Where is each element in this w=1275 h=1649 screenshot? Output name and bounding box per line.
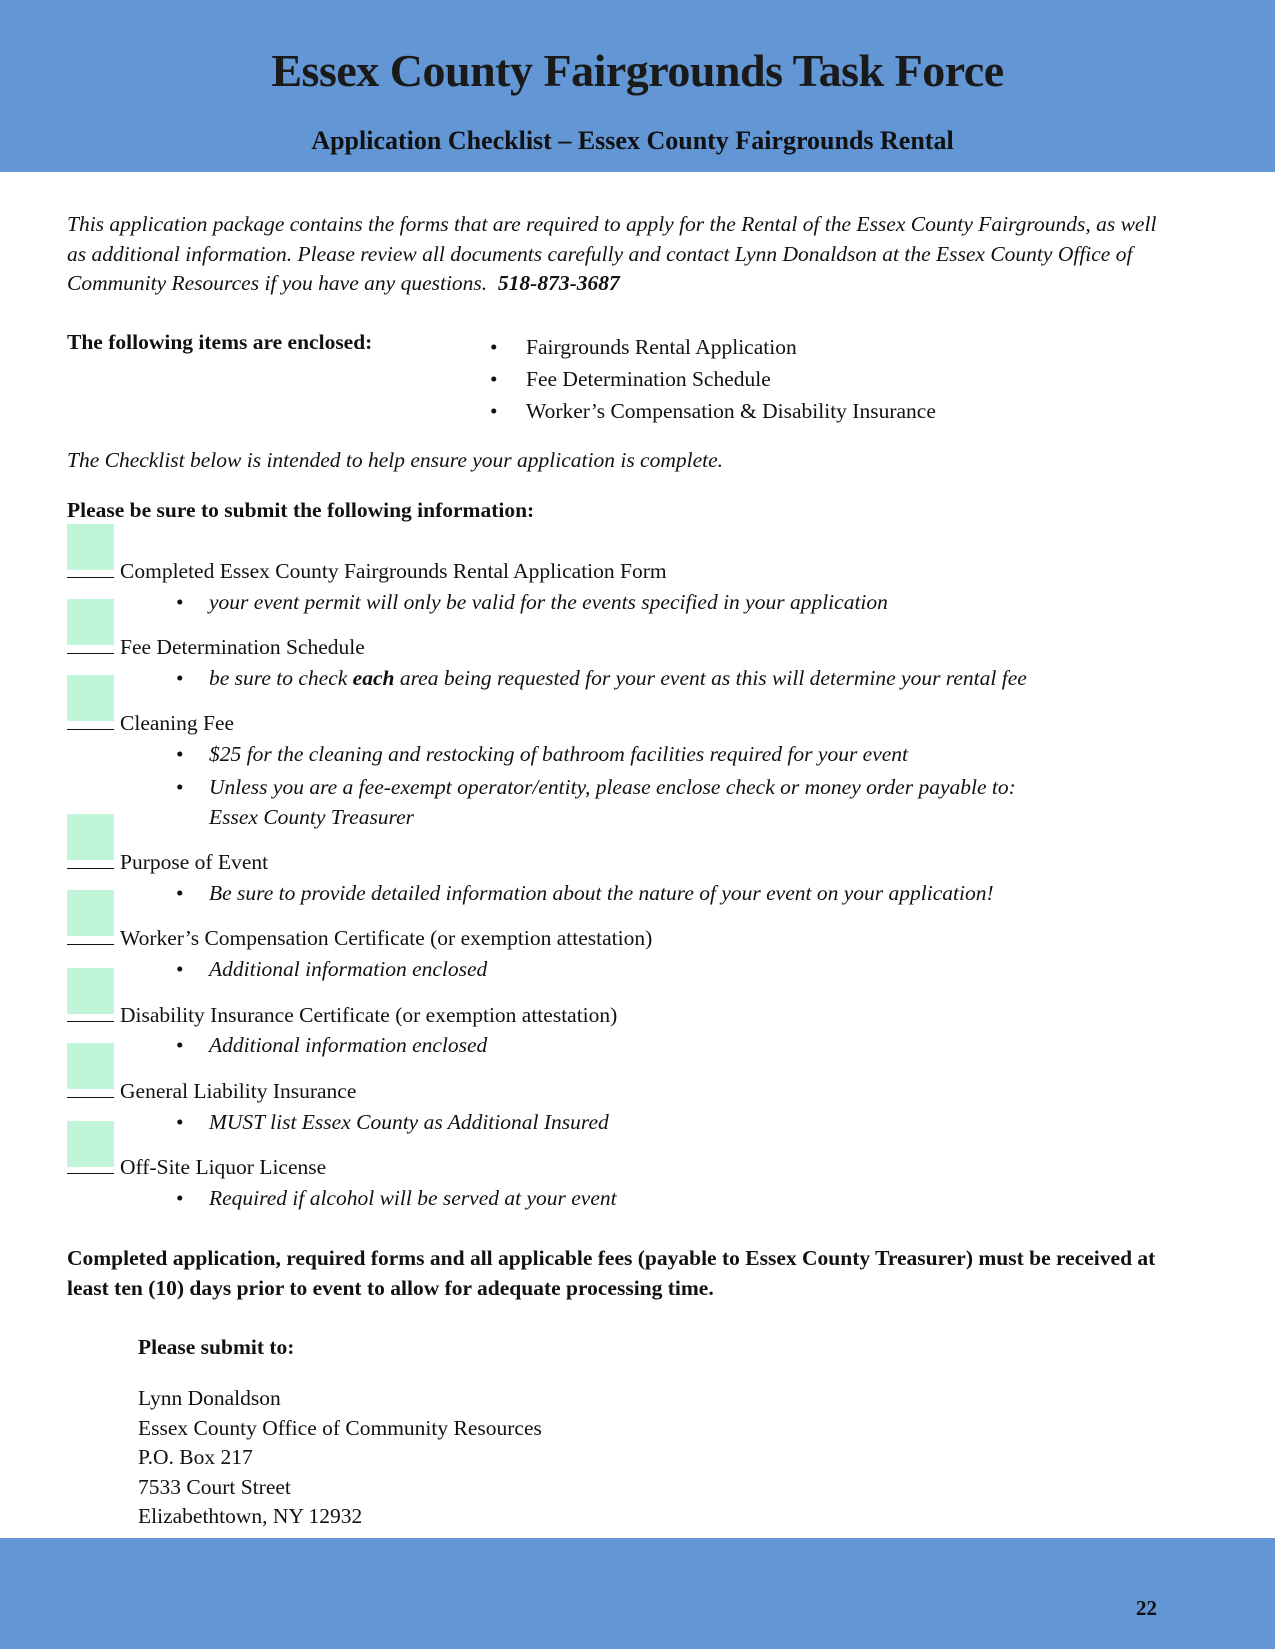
- bullet-icon: •: [176, 742, 184, 766]
- checklist-note-item: • MUST list Essex County as Additional Insured: [209, 1108, 1169, 1138]
- list-item: • Fee Determination Schedule: [490, 363, 936, 395]
- intro-text: This application package contains the forms that are required to apply for the Rental of the Essex County Fairgrounds, as well as additional information. Please review all documents carefully and contact Lynn Donaldson at the Essex County Office of Community Resources if you have any questions.: [67, 212, 1157, 295]
- bullet-icon: •: [176, 590, 184, 614]
- address-line: Essex County Office of Community Resources: [138, 1415, 542, 1440]
- checklist-note-item: • Additional information enclosed: [209, 955, 1169, 985]
- closing-statement: Completed application, required forms and all applicable fees (payable to Essex County Treasurer) must be received at least ten (10) days prior to event to allow for adequate processing time.: [67, 1246, 1156, 1300]
- checklist-note-item: • Additional information enclosed: [209, 1031, 1169, 1061]
- bullet-icon: •: [176, 957, 184, 981]
- checklist-note: The Checklist below is intended to help ensure your application is complete.: [67, 448, 724, 472]
- intro-paragraph: [67, 210, 1177, 299]
- contact-phone: 518-873-3687: [497, 271, 620, 295]
- checklist-note-item: • Be sure to provide detailed information about the nature of your event on your application!: [209, 879, 1169, 909]
- bullet-icon: •: [490, 367, 498, 391]
- submit-heading: Please be sure to submit the following information:: [67, 498, 535, 522]
- checklist-item: General Liability Insurance: [67, 1077, 356, 1104]
- submit-to-label: Please submit to:: [138, 1335, 295, 1359]
- checklist-item: Disability Insurance Certificate (or exemption attestation): [67, 1001, 617, 1028]
- bullet-icon: •: [176, 1033, 184, 1057]
- mailing-address: [138, 1384, 542, 1532]
- page-title: Essex County Fairgrounds Task Force: [271, 45, 1004, 96]
- enclosed-list: [490, 331, 936, 427]
- checklist-note-item: • Unless you are a fee-exempt operator/entity, please enclose check or money order payable to: Essex County Treasurer: [176, 775, 1016, 829]
- list-item: • Fairgrounds Rental Application: [490, 331, 936, 363]
- bullet-icon: •: [176, 881, 184, 905]
- checklist-note-item: • your event permit will only be valid for the events specified in your application: [209, 588, 1169, 618]
- checklist-note-item: • Required if alcohol will be served at your event: [209, 1184, 1169, 1214]
- checklist-item: Completed Essex County Fairgrounds Rental Application Form: [67, 557, 667, 584]
- address-line: P.O. Box 217: [138, 1445, 253, 1469]
- checklist-item: Cleaning Fee: [67, 709, 234, 736]
- address-line: Elizabethtown, NY 12932: [138, 1504, 363, 1528]
- bullet-icon: •: [490, 399, 498, 423]
- footer-band: [0, 1538, 1275, 1649]
- page-subtitle: Application Checklist – Essex County Fairgrounds Rental: [311, 126, 954, 155]
- checklist-note-item: • $25 for the cleaning and restocking of bathroom facilities required for your event: [209, 740, 1169, 770]
- checklist-item: Off-Site Liquor License: [67, 1153, 326, 1180]
- checklist-item: Purpose of Event: [67, 848, 268, 875]
- checklist-note-item: • be sure to check each area being requested for your event as this will determine your rental fee: [209, 664, 1169, 694]
- address-line: Lynn Donaldson: [138, 1386, 281, 1410]
- bullet-icon: •: [176, 666, 184, 690]
- list-item: • Worker’s Compensation & Disability Insurance: [490, 395, 936, 427]
- bullet-icon: •: [490, 335, 498, 359]
- page-number: 22: [1136, 1596, 1157, 1620]
- checklist-item: Fee Determination Schedule: [67, 633, 365, 660]
- bullet-icon: •: [176, 775, 184, 799]
- checklist-item: Worker’s Compensation Certificate (or exemption attestation): [67, 924, 652, 951]
- bullet-icon: •: [176, 1186, 184, 1210]
- enclosed-label: The following items are enclosed:: [67, 330, 373, 354]
- bullet-icon: •: [176, 1110, 184, 1134]
- address-line: 7533 Court Street: [138, 1474, 291, 1499]
